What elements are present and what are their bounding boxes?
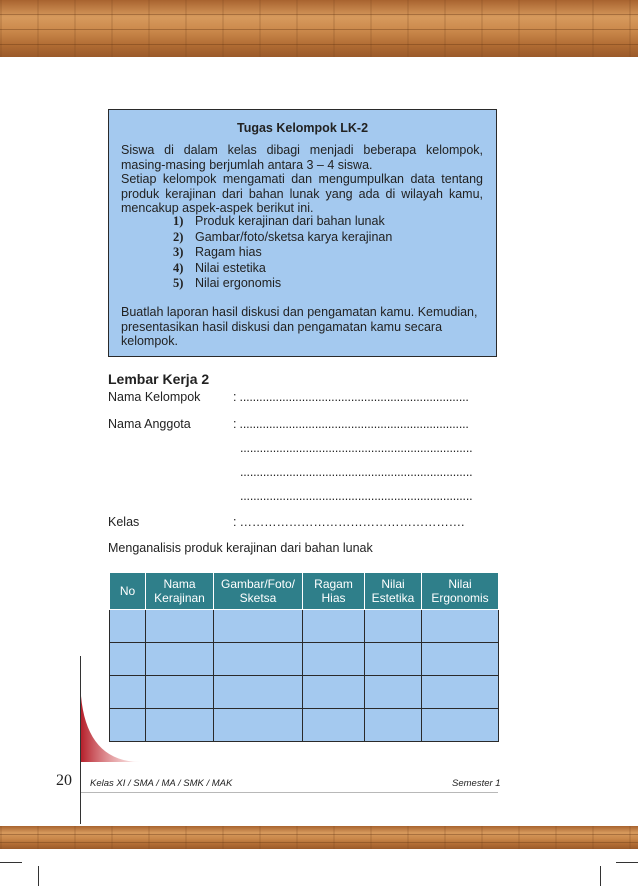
column-header: Nilai Estetika (365, 573, 422, 610)
column-header: Gambar/Foto/ Sketsa (214, 573, 303, 610)
table-cell (110, 643, 146, 676)
aspect-list (173, 214, 392, 292)
crop-mark (38, 866, 39, 886)
members-field: : ...................................................................... (233, 417, 469, 431)
task-instruction: Setiap kelompok mengamati dan mengumpulkan data tentang produk kerajinan dari bahan lunak yang ada di wilayah kamu, mencakup aspek-aspek berikut ini. (121, 172, 483, 215)
list-item: 4) Nilai estetika (173, 260, 266, 275)
member-line: ....................................................................... (240, 489, 473, 503)
wood-banner-top (0, 0, 638, 57)
table-cell (365, 676, 422, 709)
column-header: Nama Kerajinan (146, 573, 214, 610)
page-number: 20 (56, 772, 72, 789)
task-intro: Siswa di dalam kelas dibagi menjadi beberapa kelompok, masing-masing berjumlah antara 3 – 4 siswa. (121, 143, 483, 172)
table-cell (214, 676, 303, 709)
crop-mark (616, 862, 638, 863)
column-header: Nilai Ergonomis (422, 573, 499, 610)
list-item: 3) Ragam hias (173, 245, 262, 259)
table-cell (365, 610, 422, 643)
wood-banner-bottom (0, 826, 638, 849)
list-item: 2) Gambar/foto/sketsa karya kerajinan (173, 229, 393, 244)
list-item: 5) Nilai ergonomis (173, 276, 282, 290)
table-row (110, 643, 499, 676)
member-line: ....................................................................... (240, 441, 473, 455)
group-name-label: Nama Kelompok (108, 390, 201, 404)
crop-mark (0, 862, 22, 863)
table-cell (146, 709, 214, 742)
crop-mark (600, 866, 601, 886)
column-header: Ragam Hias (303, 573, 365, 610)
table-row (110, 676, 499, 709)
footer-class-level: Kelas XI / SMA / MA / SMK / MAK (90, 778, 233, 789)
table-header-row (110, 573, 499, 610)
column-header: No (110, 573, 146, 610)
table-cell (146, 676, 214, 709)
table-cell (146, 643, 214, 676)
table-cell (365, 709, 422, 742)
table-cell (303, 676, 365, 709)
table-cell (303, 610, 365, 643)
class-field: : ………………………………………………. (233, 515, 465, 529)
task-box (108, 109, 497, 357)
table-cell (146, 610, 214, 643)
footer-rule (81, 792, 498, 793)
table-row (110, 709, 499, 742)
task-title: Tugas Kelompok LK-2 (236, 121, 369, 135)
group-name-field: : ...................................................................... (233, 390, 469, 404)
analysis-table (109, 572, 499, 742)
table-cell (214, 610, 303, 643)
table-cell (303, 709, 365, 742)
table-cell (422, 709, 499, 742)
member-line: ....................................................................... (240, 465, 473, 479)
table-row (110, 610, 499, 643)
table-cell (422, 643, 499, 676)
table-cell (422, 676, 499, 709)
corner-accent (81, 696, 141, 762)
list-item: 1) Produk kerajinan dari bahan lunak (173, 214, 385, 228)
table-cell (214, 643, 303, 676)
table-cell (422, 610, 499, 643)
class-label: Kelas (108, 515, 140, 529)
footer-semester: Semester 1 (452, 778, 501, 789)
table-cell (214, 709, 303, 742)
task-closing: Buatlah laporan hasil diskusi dan pengamatan kamu. Kemudian, presentasikan hasil diskusi dan pengamatan kamu secara kelompok. (121, 305, 478, 348)
worksheet-title: Lembar Kerja 2 (108, 371, 210, 387)
table-intro: Menganalisis produk kerajinan dari bahan lunak (108, 541, 373, 555)
members-label: Nama Anggota (108, 417, 191, 431)
table-cell (365, 643, 422, 676)
table-cell (110, 610, 146, 643)
table-cell (303, 643, 365, 676)
